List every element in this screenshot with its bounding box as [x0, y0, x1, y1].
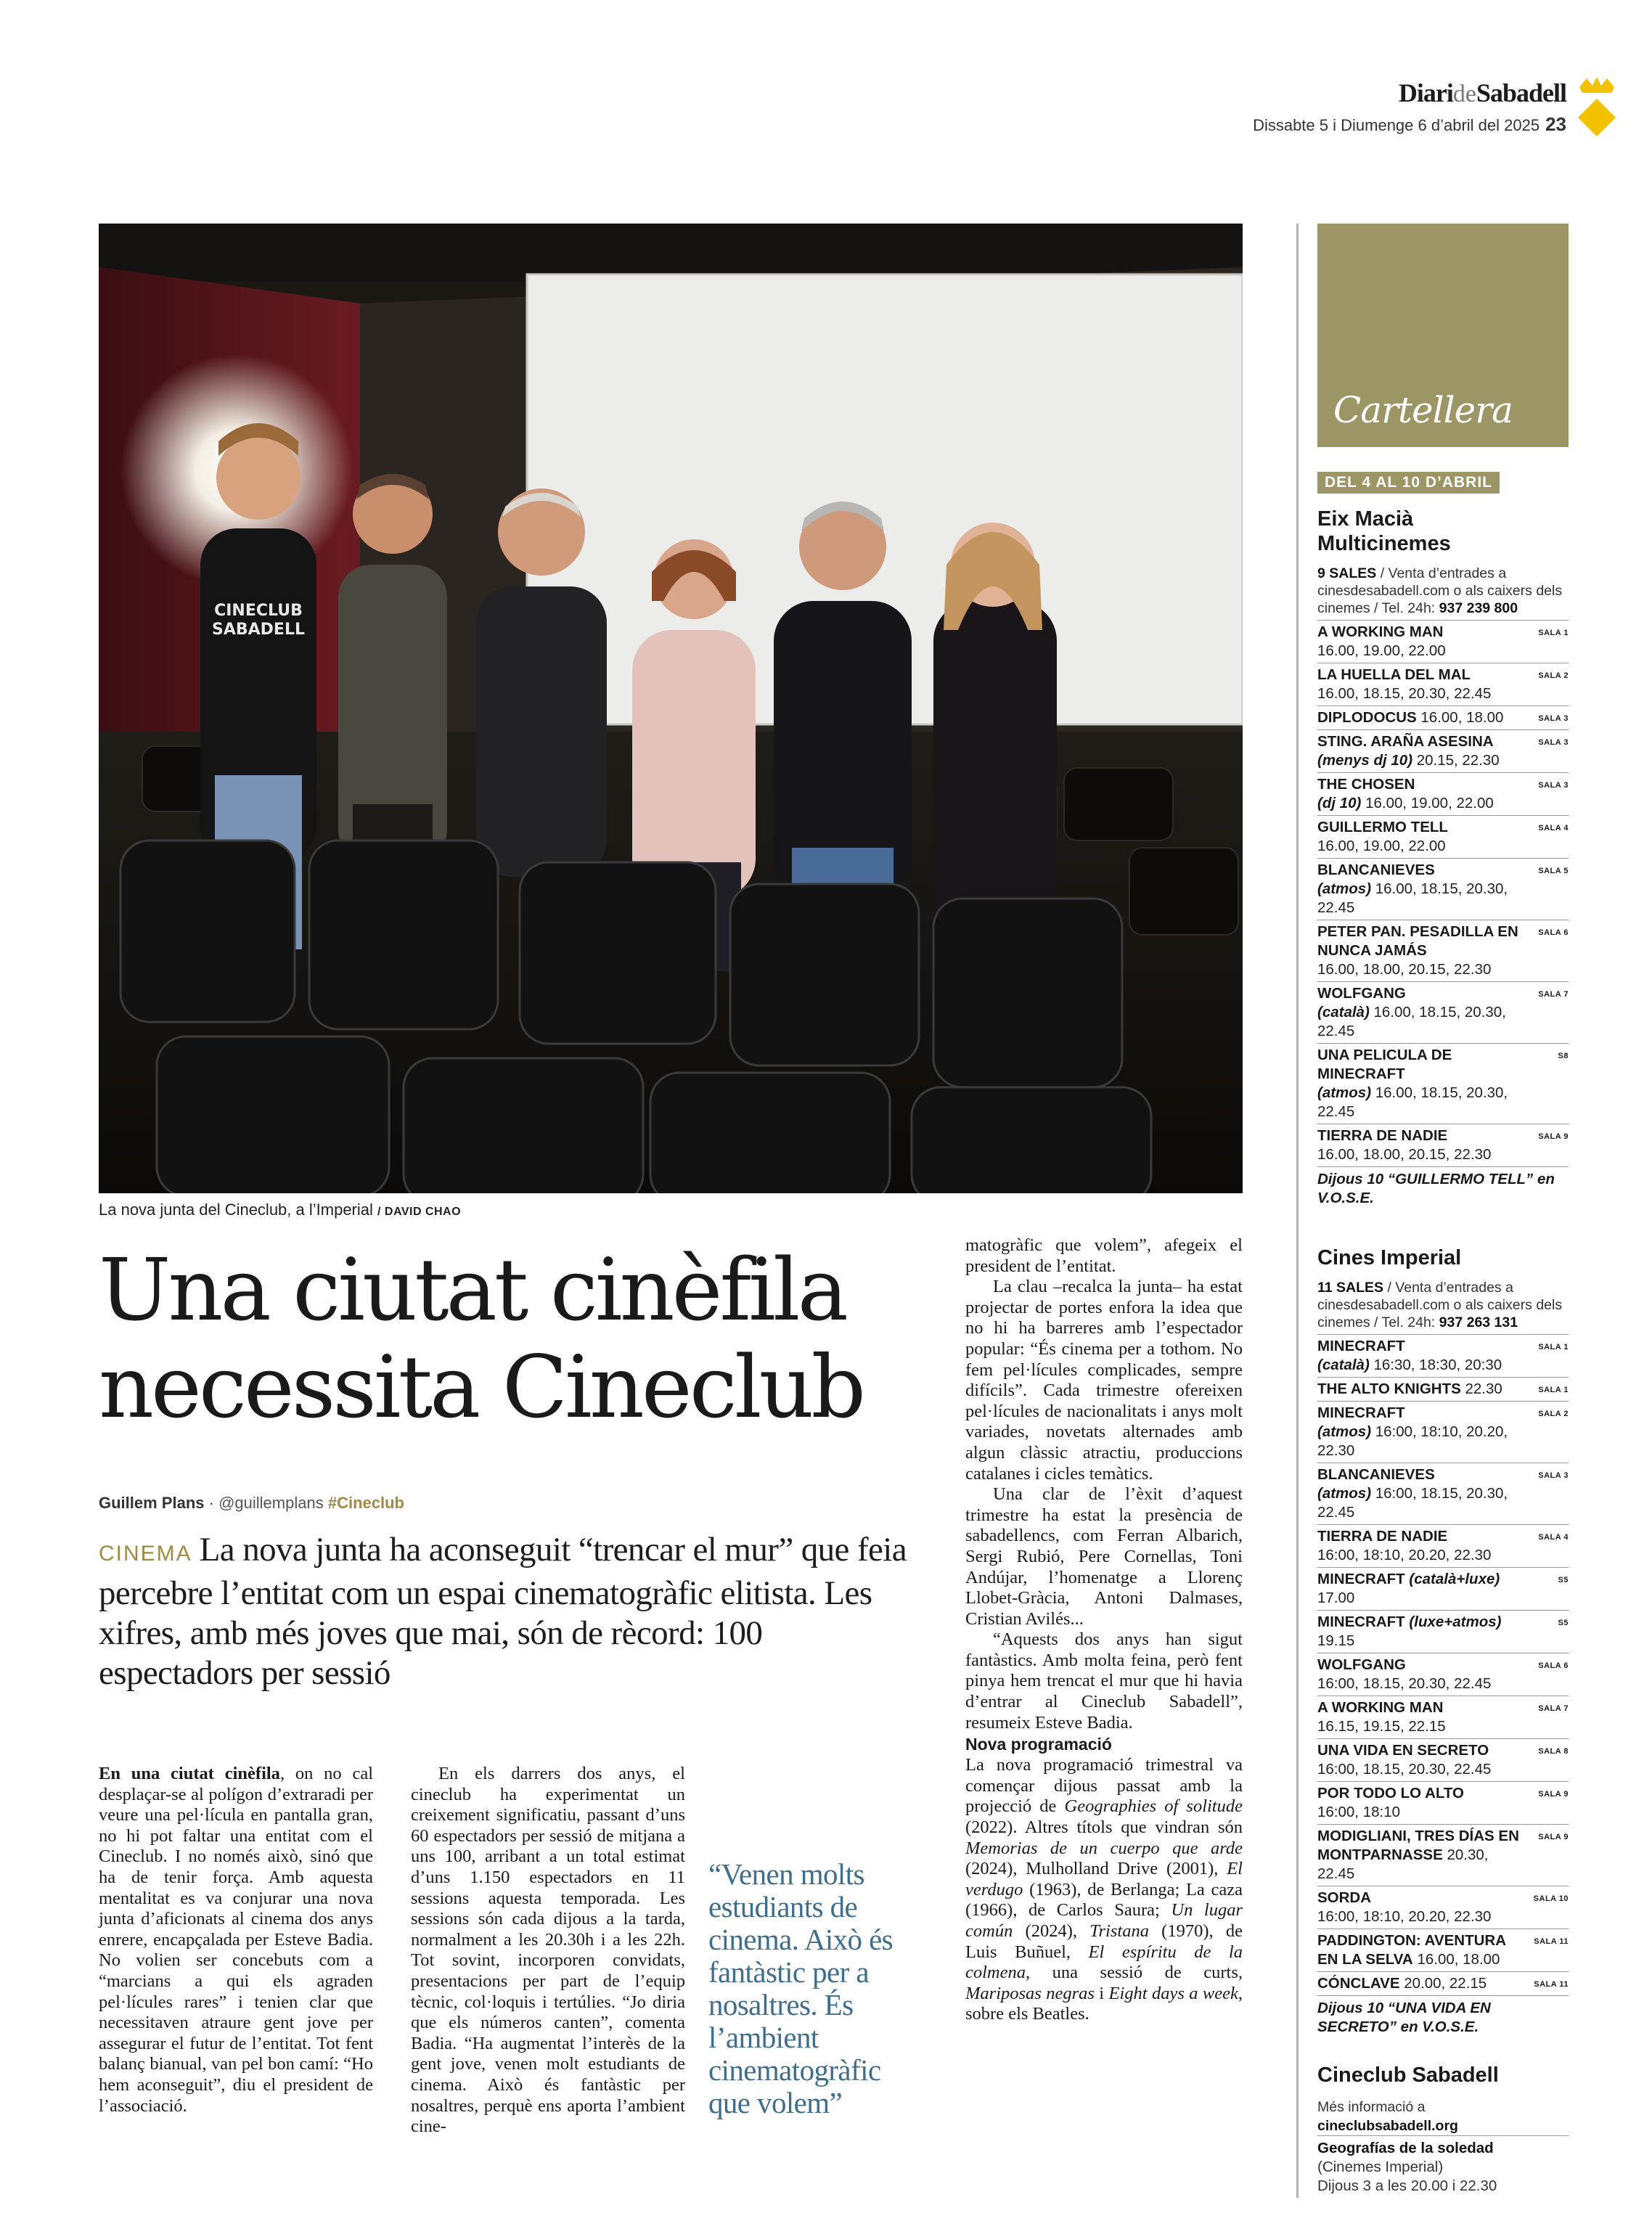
film-listing — [1317, 1043, 1569, 1124]
film-listing — [1317, 705, 1569, 729]
film-title: MINECRAFT — [1317, 1338, 1405, 1354]
cinema-info-eix-macia: 9 SALES / Venta d’entrades a cinesdesabadell.com o als caixers dels cinemes / Tel. 24h: 937 239 800 — [1317, 565, 1563, 616]
film-room: SALA 7 — [1538, 990, 1569, 999]
article-lead — [99, 1530, 919, 1693]
film-title: UNA VIDA EN SECRETO — [1317, 1742, 1489, 1759]
film-room: SALA 1 — [1538, 1386, 1569, 1394]
cinema-info-imperial: 11 SALES / Venta d’entrades a cinesdesabadell.com o als caixers dels cinemes / Tel. 24h: 937 263 131 — [1317, 1280, 1563, 1330]
film-listing — [1317, 1610, 1569, 1653]
photo-caption — [99, 1201, 461, 1219]
page-number: 23 — [1545, 113, 1566, 135]
film-room: SALA 10 — [1533, 1894, 1569, 1903]
film-list-eix-macia — [1317, 620, 1569, 1166]
film-room: SALA 1 — [1538, 629, 1569, 637]
film-title: LA HUELLA DEL MAL — [1317, 666, 1471, 683]
film-listing — [1317, 1886, 1569, 1929]
film-times: 16.15, 19.15, 22.15 — [1317, 1718, 1446, 1735]
paragraph: La nova programació trimestral va començar dijous passat amb la projecció de Geographies of solitude (2022). Altres títols que vindran són Memorias de un cuerpo que arde (2024), Mulholland Drive (2001), El verdugo (1963), de Berlanga; La caza (1966), de Carlos Saura; Un lugar común (2024), Tristana (1970), de Luis Buñuel, El espíritu de la colmena, una sessió de curts, Mariposas negras i Eight days a week, sobre els Beatles. — [965, 1755, 1243, 2024]
film-title: STING. ARAÑA ASESINA — [1317, 733, 1494, 750]
shirt-text-sabadell: SABADELL — [212, 621, 305, 639]
film-listing — [1317, 772, 1569, 815]
film-room: SALA 3 — [1538, 781, 1569, 790]
film-room: S5 — [1558, 1619, 1569, 1627]
body-column-2 — [411, 1764, 685, 2138]
film-room: SALA 3 — [1538, 714, 1569, 723]
paragraph — [99, 1764, 373, 2116]
film-title: GUILLERMO TELL — [1317, 819, 1448, 835]
film-note: (atmos) — [1317, 1084, 1375, 1101]
film-room: S5 — [1558, 1576, 1569, 1584]
byline — [99, 1494, 404, 1513]
film-title: THE ALTO KNIGHTS — [1317, 1381, 1461, 1397]
cartellera-header — [1317, 224, 1569, 447]
film-listing — [1317, 1653, 1569, 1696]
cinema-name-eix-macia: Eix Macià Multicinemes — [1317, 507, 1451, 555]
film-listing — [1317, 1377, 1569, 1401]
film-title: MINECRAFT — [1317, 1614, 1405, 1630]
shirt-text-cineclub: CINECLUB — [214, 602, 303, 620]
byline-separator: · — [208, 1494, 214, 1512]
film-times: 16:00, 18:10 — [1317, 1804, 1400, 1820]
crown-logo-icon — [1575, 75, 1619, 138]
film-list-imperial — [1317, 1334, 1569, 1995]
film-title: DIPLODOCUS — [1317, 709, 1417, 726]
film-times: 16.00, 18.00 — [1417, 1951, 1500, 1968]
film-listing — [1317, 729, 1569, 772]
film-times: 20.15, 22.30 — [1416, 752, 1500, 769]
film-times: 16:00, 18.15, 20.30, 22.45 — [1317, 1485, 1508, 1521]
headline-line-1: Una ciutat cinèfila — [99, 1240, 846, 1340]
film-listing — [1317, 620, 1569, 663]
film-listing — [1317, 981, 1569, 1043]
film-times: 16.00, 18.15, 20.30, 22.45 — [1317, 880, 1508, 916]
film-times: 16.00, 19.00, 22.00 — [1317, 838, 1446, 854]
brand-part-de: de — [1452, 81, 1476, 107]
phone-number[interactable]: 937 263 131 — [1439, 1314, 1518, 1330]
film-title: SORDA — [1317, 1889, 1372, 1906]
film-times: 17.00 — [1317, 1590, 1355, 1606]
body-column-3 — [965, 1235, 1243, 2025]
film-times: 16.00, 18.15, 20.30, 22.45 — [1317, 1084, 1508, 1120]
paragraph: En els darrers dos anys, el cineclub ha experimentat un creixement significatiu, passant d’uns 60 espectadors per sessió de mitjana a uns 100, arribant a un total estimat d’uns 1.150 espectadors en 11 sessions aquesta temporada. Les sessions són cada dijous a la tarda, normalment a les 20.30h i a les 22h. Tot sovint, incorporen convidats, presentacions per part de l’equip tècnic, col·loquis i tertúlies. “Jo diria que els números canten”, comenta Badia. “Ha augmentat l’interès de la gent jove, venen molt estudiants de cinema. Això és fantàstic per nosaltres, perquè ens aporta l’ambient cine- — [411, 1764, 685, 2137]
brand-part-diari: Diari — [1398, 78, 1453, 107]
film-times: 16:00, 18:10, 20.20, 22.30 — [1317, 1423, 1508, 1459]
film-title: A WORKING MAN — [1317, 623, 1444, 640]
author-name: Guillem Plans — [99, 1494, 205, 1512]
cinema-name-imperial: Cines Imperial — [1317, 1246, 1462, 1269]
cinema-group-photo — [99, 224, 1243, 1193]
film-listing — [1317, 1738, 1569, 1781]
caption-text: La nova junta del Cineclub, a l’Imperial — [99, 1201, 373, 1219]
film-times: 19.15 — [1317, 1632, 1355, 1649]
cartellera-sidebar — [1296, 224, 1569, 2198]
cinema-name-cineclub: Cineclub Sabadell — [1317, 2064, 1499, 2087]
film-title: PETER PAN. PESADILLA EN NUNCA JAMÁS — [1317, 923, 1518, 959]
film-room: SALA 9 — [1538, 1833, 1569, 1841]
film-times: 16.00, 19.00, 22.00 — [1317, 642, 1446, 659]
film-times: 16:00, 18.15, 20.30, 22.45 — [1317, 1761, 1492, 1778]
paragraph: matogràfic que volem”, afegeix el president de l’entitat. — [965, 1235, 1243, 1276]
lead-text: La nova junta ha aconseguit “trencar el mur” que feia percebre l’entitat com un espai cinematogràfic elitista. Les xifres, amb més joves que mai, són de rècord: 100 espectadors per sessió — [99, 1531, 907, 1692]
film-times: 20.30, 22.45 — [1317, 1846, 1489, 1882]
section-label: CINEMA — [99, 1542, 192, 1566]
film-listing — [1317, 1929, 1569, 1971]
film-room: SALA 7 — [1538, 1704, 1569, 1713]
body-column-1 — [99, 1764, 373, 2116]
film-listing — [1317, 858, 1569, 920]
film-room: SALA 5 — [1538, 867, 1569, 875]
more-info-line: Més informació a cineclubsabadell.org — [1317, 2099, 1458, 2134]
film-note: (atmos) — [1317, 1423, 1375, 1440]
film-title: TIERRA DE NADIE — [1317, 1528, 1448, 1545]
film-title: CÓNCLAVE — [1317, 1975, 1400, 1992]
article-headline — [99, 1241, 933, 1436]
film-room: SALA 2 — [1538, 1410, 1569, 1418]
date-range-chip: DEL 4 AL 10 D’ABRIL — [1317, 472, 1500, 494]
film-times: 16:30, 18:30, 20:30 — [1373, 1357, 1502, 1373]
film-times: 22.30 — [1465, 1381, 1502, 1397]
film-listing — [1317, 1334, 1569, 1377]
film-note: (dj 10) — [1317, 795, 1366, 811]
film-note: (català+luxe) — [1409, 1571, 1500, 1587]
film-listing — [1317, 920, 1569, 981]
paragraph: La clau –recalca la junta– ha estat projectar de portes enfora la idea que no hi ha barreres amb l’espectador popular: “És cinema per a tothom. No fem pel·lícules complicades, sempre difícils”. Cada trimestre ofereixen pel·lícules de nacionalitats i anys molt variades, novetats alternades amb algun clàssic atractiu, produccions catalanes i cicles temàtics. — [965, 1277, 1243, 1484]
film-title: UNA PELICULA DE MINECRAFT — [1317, 1047, 1452, 1082]
film-note: (luxe+atmos) — [1409, 1614, 1502, 1630]
film-listing — [1317, 815, 1569, 858]
film-times: 16.00, 18.15, 20.30, 22.45 — [1317, 685, 1492, 702]
film-room: SALA 4 — [1538, 824, 1569, 833]
special-screening: Dijous 10 “GUILLERMO TELL” en V.O.S.E. — [1317, 1166, 1569, 1208]
screening-time: Dijous 3 a les 20.00 i 22.30 — [1317, 2177, 1497, 2194]
film-room: SALA 11 — [1534, 1937, 1569, 1946]
subheading: Nova programació — [965, 1735, 1112, 1754]
opening-words: En una ciutat cinèfila — [99, 1764, 280, 1783]
film-room: S8 — [1558, 1052, 1569, 1060]
author-handle[interactable]: @guillemplans — [218, 1494, 324, 1512]
photo-illustration — [99, 224, 1243, 1193]
pull-quote: “Venen molts estudiants de cinema. Això és fantàstic per a nosaltres. És l’ambient cinematogràfic que volem” — [708, 1857, 894, 2119]
film-listing — [1317, 1463, 1569, 1524]
film-times: 16:00, 18.15, 20.30, 22.45 — [1317, 1675, 1492, 1692]
film-room: SALA 2 — [1538, 671, 1569, 680]
masthead — [1058, 78, 1566, 136]
film-listing — [1317, 1971, 1569, 1995]
film-note: (menys dj 10) — [1317, 752, 1417, 769]
film-room: SALA 6 — [1538, 1661, 1569, 1670]
film-times: 16.00, 18.15, 20.30, 22.45 — [1317, 1004, 1506, 1039]
film-note: (català) — [1317, 1004, 1374, 1021]
brand-part-sabadell: Sabadell — [1476, 78, 1566, 107]
film-room: SALA 9 — [1538, 1132, 1569, 1141]
paragraph: Una clar de l’èxit d’aquest trimestre ha estat la presència de sabadellencs, com Ferran Albarich, Sergi Rubió, Pere Cornellas, Toni Andújar, l’homenatge a Llorenç Llobet-Gràcia, Antoni Dalmases, Cristian Avilés... — [965, 1484, 1243, 1629]
article-hashtag[interactable]: #Cineclub — [327, 1494, 404, 1512]
film-title: POR TODO LO ALTO — [1317, 1785, 1464, 1801]
film-times: 16:00, 18:10, 20.20, 22.30 — [1317, 1908, 1492, 1925]
film-times: 16.00, 19.00, 22.00 — [1365, 795, 1494, 811]
film-times: 16.00, 18.00 — [1420, 709, 1504, 726]
film-note: (català) — [1317, 1357, 1374, 1373]
film-note: (atmos) — [1317, 880, 1375, 897]
cineclub-website-link[interactable]: cineclubsabadell.org — [1317, 2118, 1458, 2134]
paragraph-text: , on no cal desplaçar-se al polígon d’extraradi per veure una pel·lícula en pantalla gran, no hi pot faltar una entitat com el Cineclub. I no només això, sinó que ha de tenir força. Amb aquesta mentalitat es va conjurar una nova junta d’aficionats al cinema dos anys enrere, encapçalada per Esteve Badia. No volien ser concebuts com a “marcians a qui els agraden pel·lícules rares” i tenien clar que necessitaven atraure gent jove per assegurar el futur de l’entitat. Tot fent balanç bianual, van pel bon camí: “Ho hem aconseguit”, diu el president de l’associació. — [99, 1764, 374, 2116]
film-room: SALA 11 — [1534, 1980, 1569, 1989]
screening-venue: (Cinemes Imperial) — [1317, 2159, 1444, 2175]
film-times: 20.00, 22.15 — [1404, 1975, 1487, 1992]
newspaper-name — [1058, 78, 1566, 109]
photo-credit: / DAVID CHAO — [377, 1206, 462, 1218]
film-times: 16.00, 18.00, 20.15, 22.30 — [1317, 961, 1492, 978]
film-listing — [1317, 1781, 1569, 1824]
special-screening: Dijous 10 “UNA VIDA EN SECRETO” en V.O.S.E. — [1317, 1995, 1569, 2037]
film-title: WOLFGANG — [1317, 985, 1406, 1002]
film-title: MODIGLIANI, TRES DÍAS EN MONTPARNASSE — [1317, 1828, 1519, 1863]
film-times: 16:00, 18:10, 20.20, 22.30 — [1317, 1547, 1492, 1563]
film-room: SALA 4 — [1538, 1533, 1569, 1542]
film-title: BLANCANIEVES — [1317, 862, 1435, 878]
film-room: SALA 8 — [1538, 1747, 1569, 1756]
film-room: SALA 3 — [1538, 1471, 1569, 1480]
headline-line-2: necessita Cineclub — [99, 1337, 864, 1437]
screening-title: Geografías de la soledad — [1317, 2140, 1494, 2156]
film-listing — [1317, 1524, 1569, 1567]
film-room: SALA 1 — [1538, 1343, 1569, 1351]
phone-number[interactable]: 937 239 800 — [1439, 600, 1518, 616]
cineclub-screening — [1317, 2135, 1569, 2196]
cartellera-title: Cartellera — [1333, 389, 1513, 431]
issue-date: Dissabte 5 i Diumenge 6 d’abril del 2025 — [1253, 116, 1540, 134]
film-note: (atmos) — [1317, 1485, 1375, 1502]
paragraph: “Aquests dos anys han sigut fantàstics. Amb molta feina, però fent pinya hem trencat el mur que hi havia d’entrar al Cineclub Sabadell”, resumeix Esteve Badia. — [965, 1629, 1243, 1733]
film-title: TIERRA DE NADIE — [1317, 1127, 1448, 1144]
film-room: SALA 3 — [1538, 738, 1569, 747]
film-room: SALA 9 — [1538, 1790, 1569, 1799]
film-title: BLANCANIEVES — [1317, 1466, 1435, 1483]
film-title: PADDINGTON: AVENTURA EN LA SELVA — [1317, 1932, 1506, 1968]
listings — [1317, 472, 1569, 2196]
film-times: 16.00, 18.00, 20.15, 22.30 — [1317, 1146, 1492, 1163]
film-listing — [1317, 1401, 1569, 1463]
film-room: SALA 6 — [1538, 928, 1569, 937]
film-listing — [1317, 663, 1569, 705]
film-title: MINECRAFT — [1317, 1404, 1405, 1421]
film-title: THE CHOSEN — [1317, 776, 1415, 793]
film-listing — [1317, 1567, 1569, 1610]
film-listing — [1317, 1824, 1569, 1886]
film-title: A WORKING MAN — [1317, 1699, 1444, 1716]
film-title: MINECRAFT — [1317, 1571, 1405, 1587]
film-title: WOLFGANG — [1317, 1656, 1406, 1673]
film-listing — [1317, 1696, 1569, 1738]
film-listing — [1317, 1124, 1569, 1166]
issue-date-line — [1058, 113, 1566, 136]
